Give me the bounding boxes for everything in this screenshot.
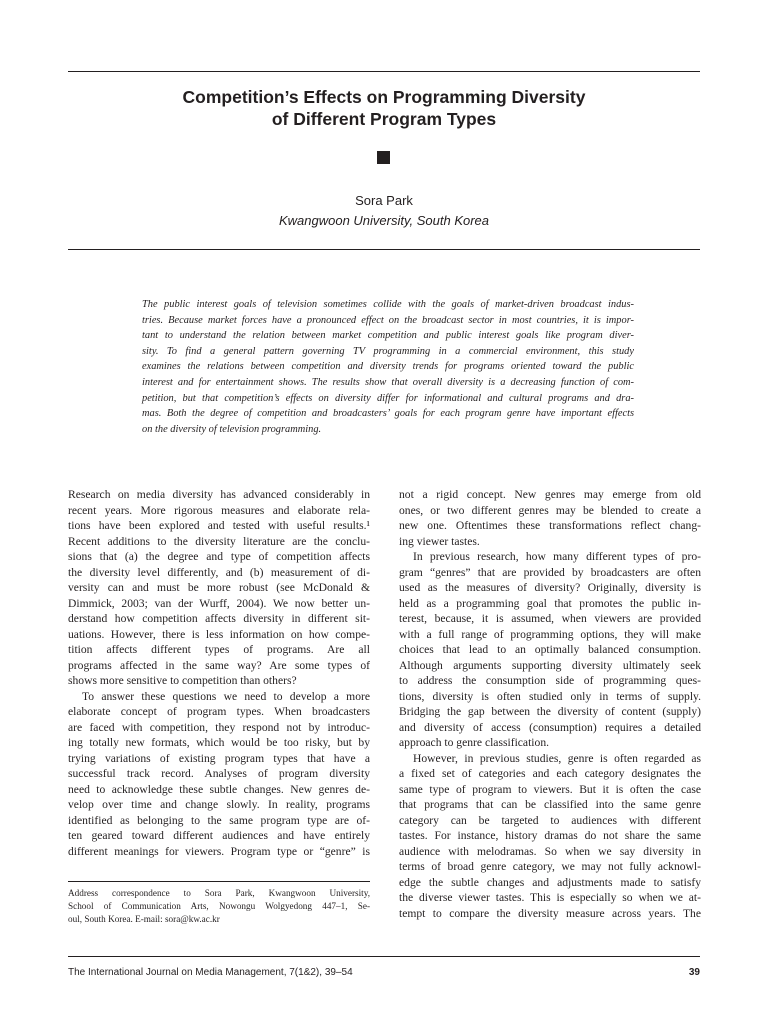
body-line: tastes. For instance, history dramas do not share the same xyxy=(399,829,701,842)
body-line: to address the consumption side of programming ques- xyxy=(399,674,701,687)
body-line: successful track record. Analyses of program diversity xyxy=(68,767,370,780)
body-line: need to acknowledge these subtle changes. New genres de- xyxy=(68,782,370,796)
body-line: identified as belonging to the same program type are of- xyxy=(68,813,370,827)
body-line: the diversity level differently, and (b) measurement of di- xyxy=(68,565,370,579)
body-line: are faced with competition, they respond not by introduc- xyxy=(68,720,370,734)
footnote-line: School of Communication Arts, Nowongu Wolgyedong 447–1, Se- xyxy=(68,901,370,911)
page-number: 39 xyxy=(688,967,700,978)
body-line: uations. However, there is less information on how compe- xyxy=(68,627,370,641)
body-column-right xyxy=(399,487,701,921)
body-line: To answer these questions we need to develop a more xyxy=(82,689,370,703)
body-line: recent years. More rigorous measures and elaborate rela- xyxy=(68,503,370,517)
abstract-line: on the diversity of television programming. xyxy=(142,423,322,435)
body-line: versity can and must be more robust (see McDonald & xyxy=(68,581,370,594)
body-line: terms of broad genre category, we may not fully acknowl- xyxy=(399,860,701,873)
title-line-2: of Different Program Types xyxy=(271,109,497,129)
abstract-line: tant to understand the relation between market competition and public interest goals like program diver- xyxy=(142,330,634,342)
body-line: trying variations of existing program types that have a xyxy=(68,751,370,765)
author-affiliation: Kwangwoon University, South Korea xyxy=(278,213,490,228)
body-line: tions, diversity is often studied only in terms of supply. xyxy=(399,689,701,703)
body-line: not a rigid concept. New genres may emerge from old xyxy=(399,488,701,501)
abstract-line: examines the relations between competition and diversity trends for programs oriented toward the public xyxy=(142,361,634,373)
header-bottom-rule xyxy=(68,249,700,250)
body-line: elaborate concept of program types. When broadcasters xyxy=(68,705,370,718)
title-line-1: Competition’s Effects on Programming Diversity xyxy=(182,87,586,107)
body-line: different meanings for viewers. Program type or “genre” is xyxy=(68,844,370,858)
body-line: ing totally new formats, which would be too risky, but by xyxy=(68,736,370,749)
body-line: derstand how competition affects diversity in different sit- xyxy=(68,612,370,625)
abstract-line: tries. Because market forces have a pronounced effect on the broadcast sector in most countries, it is impor- xyxy=(142,314,634,326)
body-line: ones, or two different genres may be blended to create a xyxy=(399,503,701,517)
body-column-left xyxy=(68,487,370,859)
correspondence-footnote xyxy=(68,887,370,926)
body-line: approach to genre classification. xyxy=(399,736,550,749)
body-line: and diversity of access (consumption) requires a detailed xyxy=(399,720,701,734)
article-title xyxy=(68,86,700,130)
body-line: category can be targeted to audiences with different xyxy=(399,813,701,827)
footer-rule xyxy=(68,956,700,957)
body-line: tions have been explored and tested with useful results.¹ xyxy=(68,519,370,532)
body-line: In previous research, how many different types of pro- xyxy=(413,550,701,563)
body-line: However, in previous studies, genre is often regarded as xyxy=(413,751,701,765)
footnote-rule xyxy=(68,881,370,882)
body-line: sions that (a) the degree and type of competition affects xyxy=(68,550,370,563)
abstract-line: sity. To find a general pattern governing TV programming in a commercial environment, this study xyxy=(142,345,634,357)
abstract-line: The public interest goals of television sometimes collide with the goals of market-driven broadcast indus- xyxy=(142,299,634,310)
author-name: Sora Park xyxy=(355,193,413,208)
body-line: used as the measures of diversity? Originally, diversity is xyxy=(399,581,701,594)
body-line: gram “genres” that are provided by broadcasters are often xyxy=(399,565,701,579)
body-line: new one. Oftentimes these transformations reflect chang- xyxy=(399,519,701,532)
body-line: tition affects different types of programs. Are all xyxy=(68,643,370,656)
body-line: Recent additions to the diversity literature are the conclu- xyxy=(68,534,370,548)
top-rule xyxy=(68,71,700,72)
body-line: Research on media diversity has advanced considerably in xyxy=(68,488,370,501)
body-line: ing viewer tastes. xyxy=(399,534,480,548)
body-line: the diverse viewer tastes. This is especially so when we at- xyxy=(399,891,701,904)
body-line: that programs that can be classified into the same genre xyxy=(399,798,701,811)
ornament-square xyxy=(377,151,390,164)
abstract xyxy=(142,297,634,437)
body-line: edge the subtle changes and adjustments made to satisfy xyxy=(399,875,701,889)
footnote-line: Address correspondence to Sora Park, Kwangwoon University, xyxy=(68,888,370,898)
body-line: with a full range of programming options, they will make xyxy=(399,627,701,641)
body-line: held as a programming goal that promotes the public in- xyxy=(399,596,701,610)
body-line: velop over time and change slowly. In reality, programs xyxy=(68,798,370,811)
body-line: a fixed set of categories and each category designates the xyxy=(399,767,701,780)
body-line: Bridging the gap between the diversity of content (supply) xyxy=(399,705,701,718)
journal-citation: The International Journal on Media Management, 7(1&2), 39–54 xyxy=(68,967,353,978)
body-line: audience with melodramas. So when we say diversity in xyxy=(399,844,701,858)
body-line: terest, because, it is assumed, when viewers are provided xyxy=(399,612,701,625)
body-line: programs affected in the same way? Are some types of xyxy=(68,658,370,672)
body-line: shows more sensitive to competition than others? xyxy=(68,674,297,687)
abstract-line: interest and for entertainment shows. The results show that overall diversity is a decreasing function of com- xyxy=(142,376,634,388)
body-line: ten geared toward different audiences and have entirely xyxy=(68,829,370,842)
abstract-line: petition, but that competition’s effects on diversity differ for informational and cultural programs and dra- xyxy=(142,392,634,404)
footnote-line: oul, South Korea. E-mail: sora@kw.ac.kr xyxy=(68,914,220,924)
body-line: same type of program to viewers. But it is often the case xyxy=(399,782,701,796)
abstract-line: mas. Both the degree of competition and broadcasters’ goals for each program genre have important effects xyxy=(142,408,634,420)
body-line: Although arguments supporting diversity ultimately seek xyxy=(399,658,701,672)
body-line: tempt to compare the diversity measure across years. The xyxy=(399,906,701,920)
body-line: choices that lead to an optimally balanced consumption. xyxy=(399,643,701,656)
body-line: Dimmick, 2003; van der Wurff, 2004). We now better un- xyxy=(68,596,370,610)
